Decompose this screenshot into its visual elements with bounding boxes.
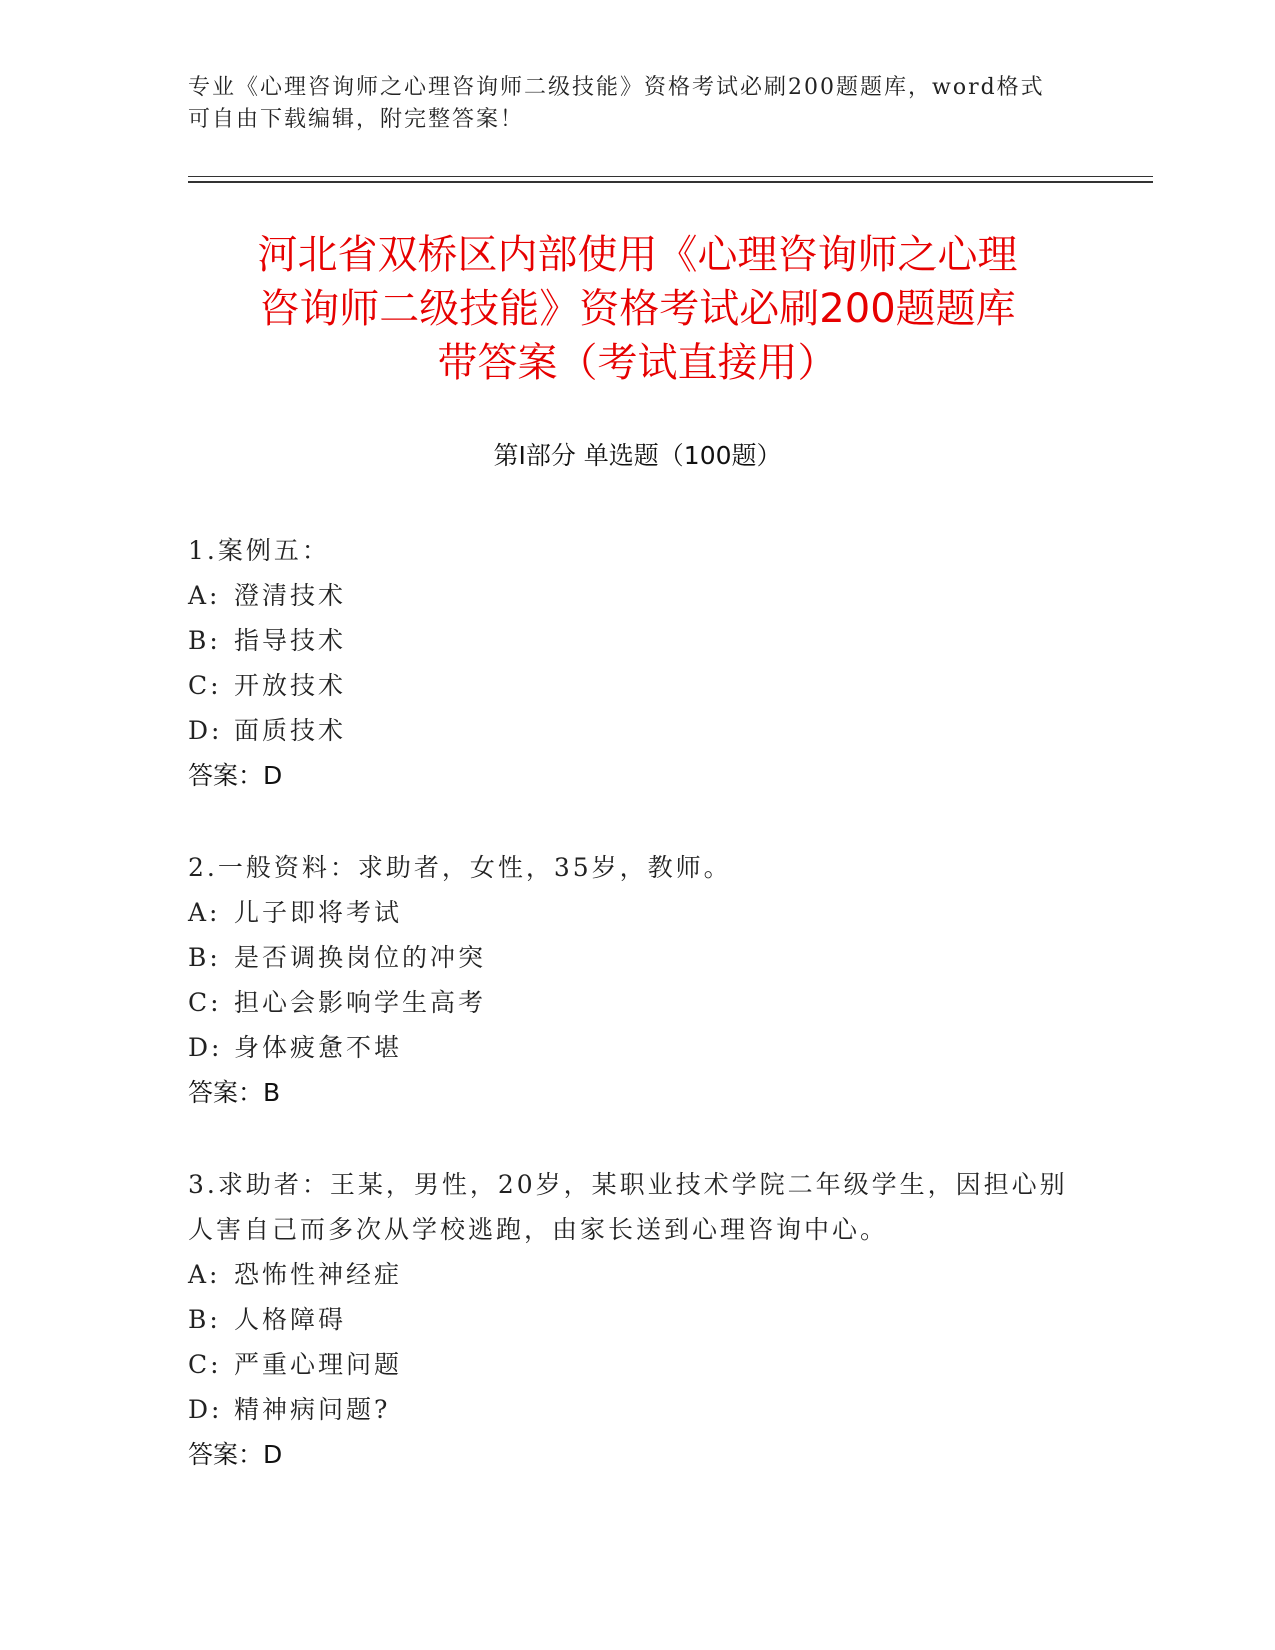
- question-3: [188, 1162, 1088, 1477]
- option-label: C:: [188, 1350, 222, 1379]
- option-text: 开放技术: [234, 671, 347, 700]
- question-stem: 1.案例五：: [188, 536, 330, 565]
- option-label: A:: [188, 581, 221, 610]
- answer: 答案：D: [188, 761, 283, 790]
- answer: 答案：D: [188, 1440, 283, 1469]
- option-text: 儿子即将考试: [234, 898, 403, 927]
- option-d: [188, 1387, 1088, 1432]
- option-d: [188, 1025, 1088, 1070]
- option-label: D:: [188, 1395, 223, 1424]
- option-text: 是否调换岗位的冲突: [234, 943, 487, 972]
- option-d: [188, 708, 1088, 753]
- option-text: 担心会影响学生高考: [234, 988, 487, 1017]
- header-divider-thin: [188, 176, 1153, 177]
- question-1: [188, 528, 1088, 798]
- option-label: B:: [188, 1305, 221, 1334]
- option-label: D:: [188, 1033, 223, 1062]
- answer: 答案：B: [188, 1078, 281, 1107]
- option-text: 身体疲惫不堪: [234, 1033, 403, 1062]
- option-label: A:: [188, 1260, 221, 1289]
- option-b: [188, 1297, 1088, 1342]
- option-text: 指导技术: [234, 626, 347, 655]
- header-divider-thick: [188, 181, 1153, 183]
- option-b: [188, 618, 1088, 663]
- question-2: [188, 845, 1088, 1115]
- option-c: [188, 1342, 1088, 1387]
- option-b: [188, 935, 1088, 980]
- option-label: C:: [188, 988, 222, 1017]
- option-label: D:: [188, 716, 223, 745]
- option-text: 恐怖性神经症: [234, 1260, 403, 1289]
- question-stem: 3.求助者：王某，男性，20岁，某职业技术学院二年级学生，因担心别人害自己而多次从学校逃跑，由家长送到心理咨询中心。: [188, 1170, 1068, 1244]
- option-text: 面质技术: [234, 716, 347, 745]
- section-heading: 第Ⅰ部分 单选题（100题）: [493, 441, 782, 470]
- option-c: [188, 663, 1088, 708]
- option-label: C:: [188, 671, 222, 700]
- option-text: 人格障碍: [234, 1305, 347, 1334]
- header-note: 专业《心理咨询师之心理咨询师二级技能》资格考试必刷200题题库，word格式可自由下载编辑，附完整答案！: [188, 75, 1045, 132]
- option-a: [188, 890, 1088, 935]
- option-label: B:: [188, 943, 221, 972]
- option-a: [188, 573, 1088, 618]
- option-label: B:: [188, 626, 221, 655]
- option-a: [188, 1252, 1088, 1297]
- option-text: 精神病问题?: [234, 1395, 391, 1424]
- option-c: [188, 980, 1088, 1025]
- option-label: A:: [188, 898, 221, 927]
- question-stem: 2.一般资料：求助者，女性，35岁，教师。: [188, 853, 732, 882]
- option-text: 严重心理问题: [234, 1350, 403, 1379]
- document-title-line-1: 河北省双桥区内部使用《心理咨询师之心理: [257, 232, 1018, 278]
- document-title-line-2: 咨询师二级技能》资格考试必刷200题题库: [259, 286, 1016, 332]
- document-title: [120, 228, 1155, 390]
- document-title-line-3: 带答案（考试直接用）: [437, 340, 838, 386]
- option-text: 澄清技术: [234, 581, 347, 610]
